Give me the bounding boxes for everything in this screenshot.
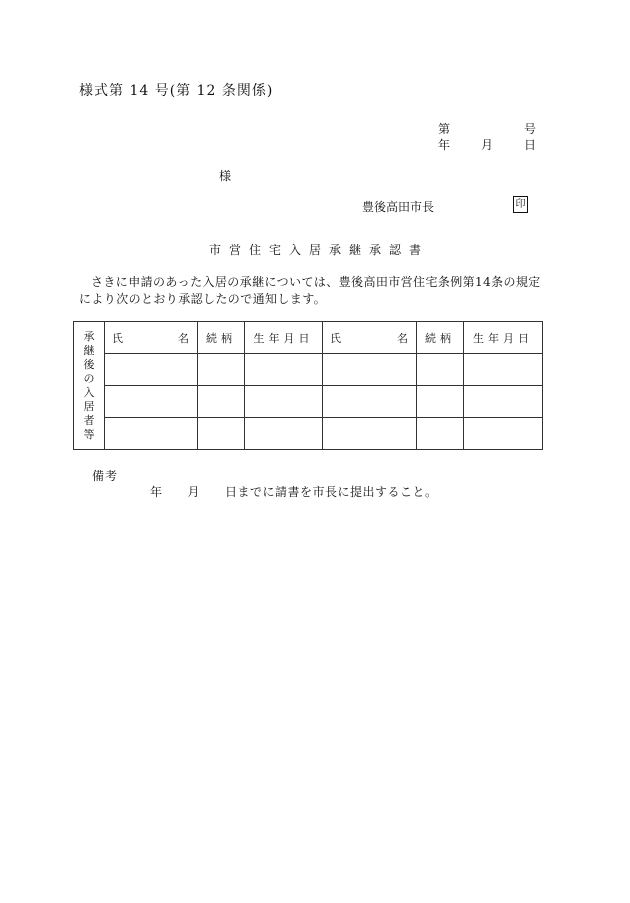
side-label: 承継後の入居者等 [83,329,95,441]
name-cell[interactable] [105,418,198,450]
table-row [74,418,543,450]
birth-cell[interactable] [245,418,323,450]
header-birth-1: 生年月日 [245,322,323,354]
seal-mark: 印 [513,196,528,213]
header-relation-2: 続柄 [417,322,464,354]
header-relation-1: 続柄 [198,322,245,354]
table-header-row [74,322,543,354]
relation-cell[interactable] [198,386,245,418]
number-suffix: 号 [524,122,537,136]
birth-cell[interactable] [464,386,543,418]
name-cell[interactable] [105,354,198,386]
form-id: 様式第 14 号(第 12 条関係) [79,83,274,99]
relation-cell[interactable] [198,418,245,450]
header-birth-2: 生年月日 [464,322,543,354]
date-day: 日 [524,138,537,152]
number-prefix: 第 [438,122,451,136]
relation-cell[interactable] [417,418,464,450]
document-title: 市営住宅入居承継承認書 [208,243,429,257]
birth-cell[interactable] [464,354,543,386]
birth-cell[interactable] [245,386,323,418]
header-name-right: 名 [178,331,189,345]
table-row [74,354,543,386]
header-name-left: 氏 [330,331,341,345]
birth-cell[interactable] [464,418,543,450]
issuer-name: 豊後高田市長 [362,200,435,214]
header-name-2 [323,322,417,354]
date-month: 月 [481,138,494,152]
relation-cell[interactable] [417,386,464,418]
header-name-right: 名 [397,331,408,345]
name-cell[interactable] [323,418,417,450]
side-label-cell [74,322,105,450]
header-name-1 [105,322,198,354]
relation-cell[interactable] [417,354,464,386]
header-name-left: 氏 [112,331,123,345]
name-cell[interactable] [323,386,417,418]
table-row [74,386,543,418]
relation-cell[interactable] [198,354,245,386]
name-cell[interactable] [323,354,417,386]
successor-table [73,321,543,450]
date-year: 年 [438,138,451,152]
note-text: 年 月 日までに請書を市長に提出すること。 [150,485,438,499]
birth-cell[interactable] [245,354,323,386]
body-text: さきに申請のあった入居の承継については、豊後高田市営住宅条例第14条の規定により次のとおり承認したので通知します。 [79,275,541,306]
note-label: 備考 [92,469,119,483]
name-cell[interactable] [105,386,198,418]
addressee-suffix: 様 [219,169,232,183]
